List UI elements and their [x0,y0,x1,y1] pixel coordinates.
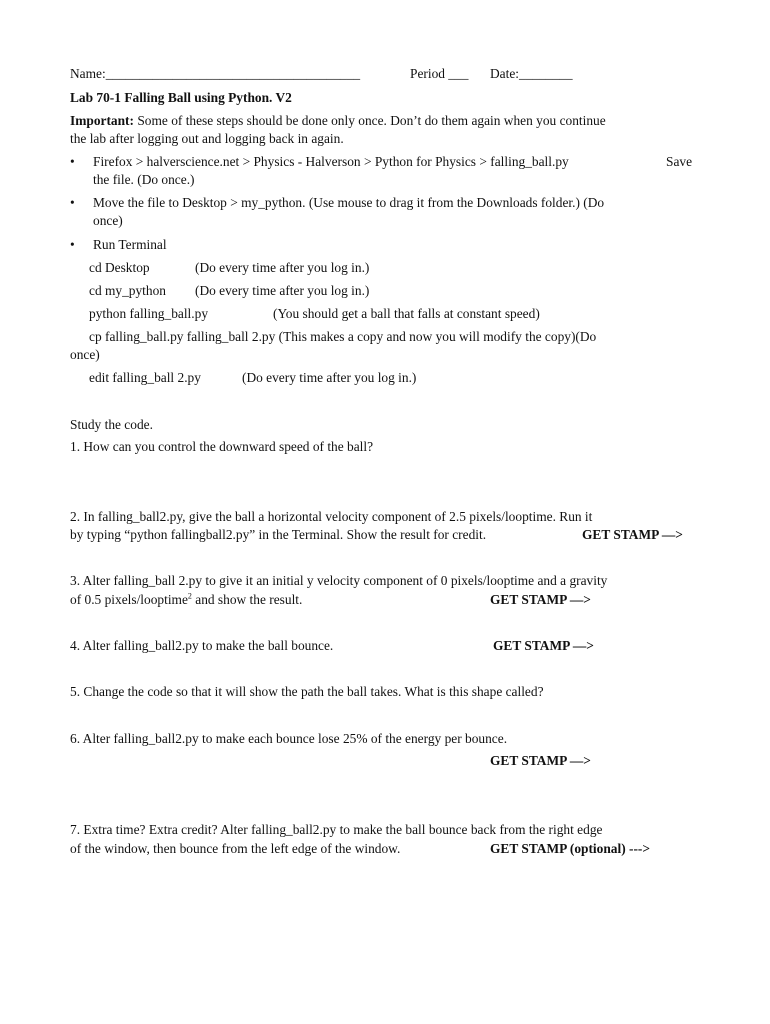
bullet-firefox-line1: Firefox > halverscience.net > Physics - Halverson > Python for Physics > falling_ball.py [93,154,569,169]
question-7-line1: 7. Extra time? Extra credit? Alter falling_ball2.py to make the ball bounce back from the right edge [70,822,603,837]
important-note [70,112,606,130]
question-6: 6. Alter falling_ball2.py to make each bounce lose 25% of the energy per bounce. [70,731,508,746]
question-2-line2: by typing “python fallingball2.py” in the Terminal. Show the result for credit. [70,527,487,542]
command-note: once) [70,347,100,362]
command-python-falling-ball: python falling_ball.py [89,306,209,321]
command-note: (Do every time after you log in.) [242,370,417,385]
command-edit-falling-ball: edit falling_ball 2.py [89,370,201,385]
question-4: 4. Alter falling_ball2.py to make the ball bounce. [70,638,334,653]
bullet-marker: • [70,195,75,210]
question-7-line2: of the window, then bounce from the left edge of the window. [70,841,401,856]
command-note: (You should get a ball that falls at constant speed) [273,306,540,321]
bullet-marker: • [70,237,75,252]
command-cp-falling-ball: cp falling_ball.py falling_ball 2.py (This makes a copy and now you will modify the copy)(Do [89,329,597,344]
command-cd-my-python: cd my_python [89,283,166,298]
get-stamp-q6: GET STAMP —> [490,753,591,768]
command-note: (Do every time after you log in.) [195,260,370,275]
bullet-firefox-save: Save [666,154,693,169]
command-note: (Do every time after you log in.) [195,283,370,298]
page-title: Lab 70-1 Falling Ball using Python. V2 [70,90,292,105]
study-heading: Study the code. [70,417,153,432]
bullet-firefox-line2: the file. (Do once.) [93,172,195,187]
question-3-line2 [70,591,302,609]
name-field-label: Name:______________________________________ [70,66,361,81]
question-3-line2-b: and show the result. [191,592,303,607]
get-stamp-q2: GET STAMP —> [582,527,683,542]
question-3-line1: 3. Alter falling_ball 2.py to give it an initial y velocity component of 0 pixels/looptime and a gravity [70,573,608,588]
superscript-2: 2 [187,591,192,601]
command-cd-desktop: cd Desktop [89,260,150,275]
bullet-move-line2: once) [93,213,123,228]
get-stamp-q4: GET STAMP —> [493,638,594,653]
period-field-label: Period ___ [410,66,469,81]
question-5: 5. Change the code so that it will show the path the ball takes. What is this shape called? [70,684,544,699]
bullet-marker: • [70,154,75,169]
question-2-line1: 2. In falling_ball2.py, give the ball a horizontal velocity component of 2.5 pixels/looptime. Run it [70,509,593,524]
get-stamp-q3: GET STAMP —> [490,592,591,607]
date-field-label: Date:________ [490,66,573,81]
question-1: 1. How can you control the downward speed of the ball? [70,439,374,454]
bullet-run-terminal: Run Terminal [93,237,167,252]
bullet-move-line1: Move the file to Desktop > my_python. (Use mouse to drag it from the Downloads folder.) (Do [93,195,605,210]
question-3-line2-a: of 0.5 pixels/looptime [70,592,188,607]
important-text-line2: the lab after logging out and logging back in again. [70,131,344,146]
get-stamp-q7: GET STAMP (optional) ---> [490,841,651,856]
important-label: Important: [70,113,134,128]
important-text-line1: Some of these steps should be done only once. Don’t do them again when you continue [137,113,606,128]
